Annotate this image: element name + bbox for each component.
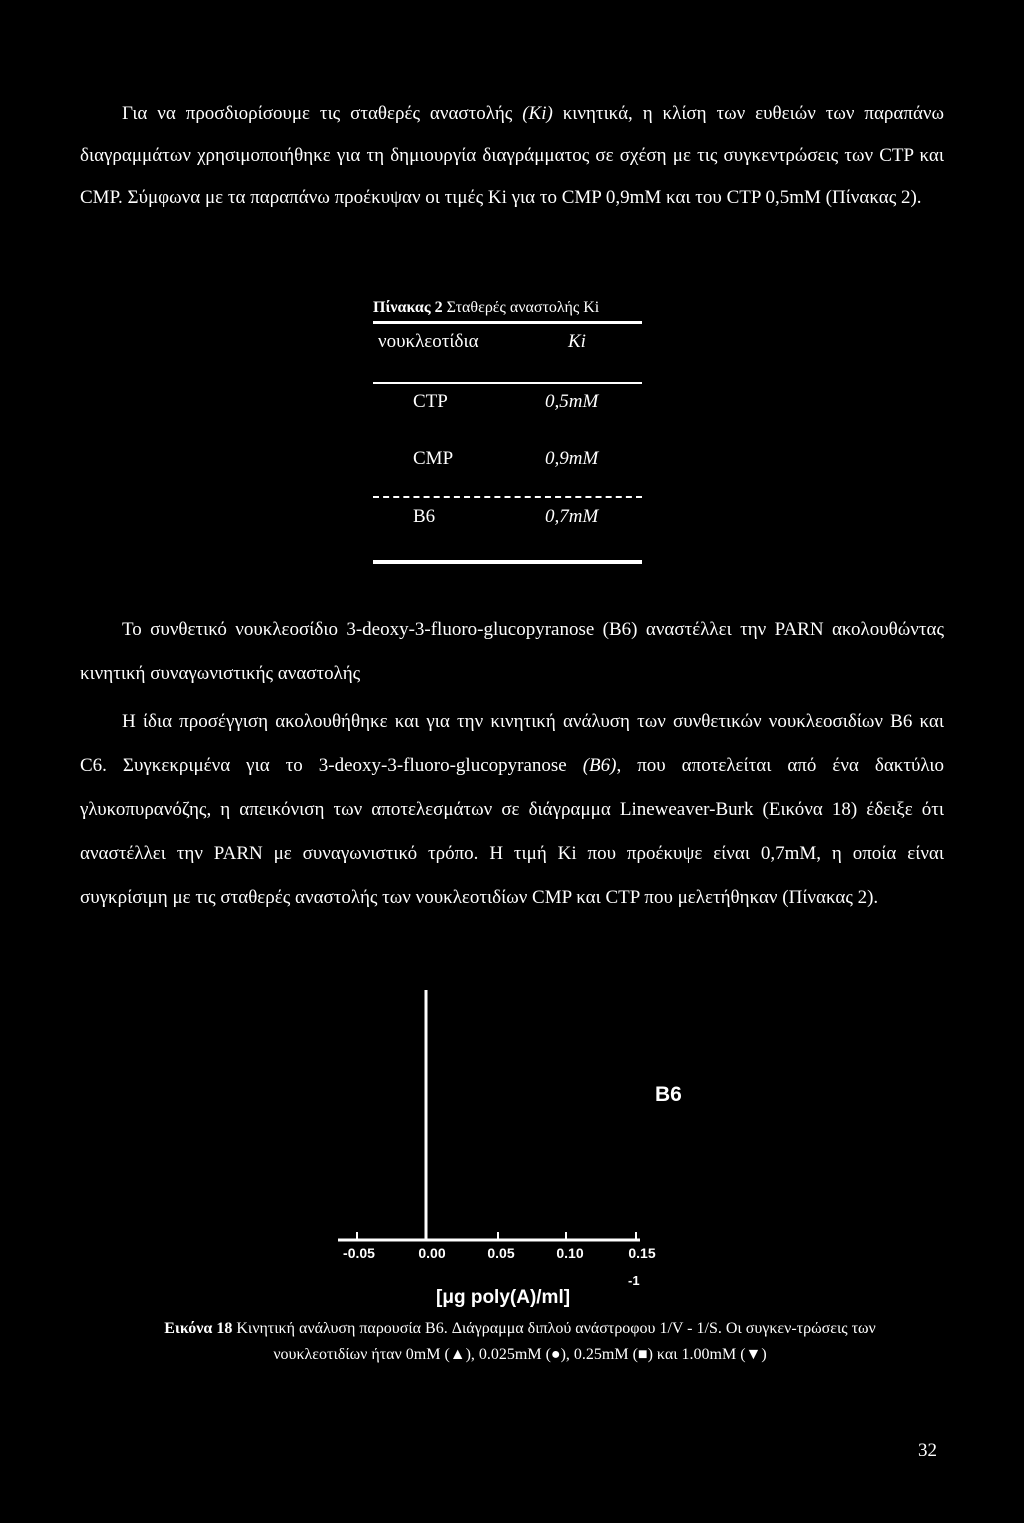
figure-caption-label: Εικόνα 18 bbox=[164, 1320, 233, 1337]
table-cell-name: CMP bbox=[413, 448, 454, 469]
table-caption-text: Σταθερές αναστολής Ki bbox=[442, 299, 600, 316]
table-cell-ki: 0,7mM bbox=[545, 506, 599, 527]
figure-title: B6 bbox=[655, 1083, 682, 1106]
table-cell-ki: 0,9mM bbox=[545, 448, 599, 469]
figure-caption-text: Κινητική ανάλυση παρουσία B6. Διάγραμμα διπλού ανάστροφου 1/V - 1/S. Οι συγκεν-τρώσεις των νουκλεοτιδίων ήταν 0mM (▲), 0.025mM (●), 0.25mM (■) και 1.00mM (▼) bbox=[232, 1320, 876, 1363]
table-cell-name: CTP bbox=[413, 391, 448, 412]
table-caption-label: Πίνακας 2 bbox=[373, 299, 443, 316]
table-header-ki: Ki bbox=[568, 331, 586, 352]
page-number: 32 bbox=[918, 1440, 937, 1461]
para3-text-a: Η ίδια προσέγγιση ακολουθήθηκε και για την κινητική ανάλυση των συνθετικών νουκλεοσιδίων B6 και C6. Συγκεκριμένα για το 3-deoxy-3-fluoro-glucopyranose bbox=[80, 711, 944, 776]
x-tick-label: 0.00 bbox=[418, 1245, 446, 1261]
x-tick-label: 0.15 bbox=[628, 1245, 656, 1261]
para1-text-b: κινητικά, η κλίση των ευθειών των παραπάνω διαγραμμάτων χρησιμοποιήθηκε για τη δημιουργία διαγράμματος σε σχέση με τις συγκεντρώσεις των CTP και CMP. Σύμφωνα με τα παραπάνω προέκυψαν οι τιμές Ki για το CMP 0,9mM και του CTP 0,5mM (Πίνακας 2). bbox=[80, 103, 944, 208]
table-cell-name: B6 bbox=[413, 506, 436, 527]
x-axis-label-exponent: -1 bbox=[628, 1273, 640, 1288]
para1-text-a: Για να προσδιορίσουμε τις σταθερές αναστολής bbox=[122, 103, 523, 124]
para3-b6: (B6) bbox=[582, 755, 617, 776]
x-tick-label: -0.05 bbox=[343, 1245, 375, 1261]
figure-caption bbox=[130, 1316, 910, 1368]
table-header-nucleotides: νουκλεοτίδια bbox=[378, 331, 479, 352]
paragraph-b6-heading: Το συνθετικό νουκλεοσίδιο 3-deoxy-3-fluoro-glucopyranose (B6) αναστέλλει την PARN ακολουθώντας κινητική συναγωνιστικής αναστολής bbox=[80, 619, 944, 684]
x-tick-label: 0.05 bbox=[487, 1245, 515, 1261]
para3-text-b: , που αποτελείται από ένα δακτύλιο γλυκοπυρανόζης, η απεικόνιση των αποτελεσμάτων σε διάγραμμα Lineweaver-Burk (Εικόνα 18) έδειξε ότι αναστέλλει την PARN με συναγωνιστικό τρόπο. Η τιμή Ki που προέκυψε είναι 0,7mM, η οποία είναι συγκρίσιμη με τις σταθερές αναστολής των νουκλεοτιδίων CMP και CTP που μελετήθηκαν (Πίνακας 2). bbox=[80, 755, 944, 908]
x-axis-label: [μg poly(A)/ml] bbox=[436, 1287, 571, 1308]
x-tick-label: 0.10 bbox=[556, 1245, 584, 1261]
para1-ki: (Ki) bbox=[522, 103, 553, 124]
table-cell-ki: 0,5mM bbox=[545, 391, 599, 412]
